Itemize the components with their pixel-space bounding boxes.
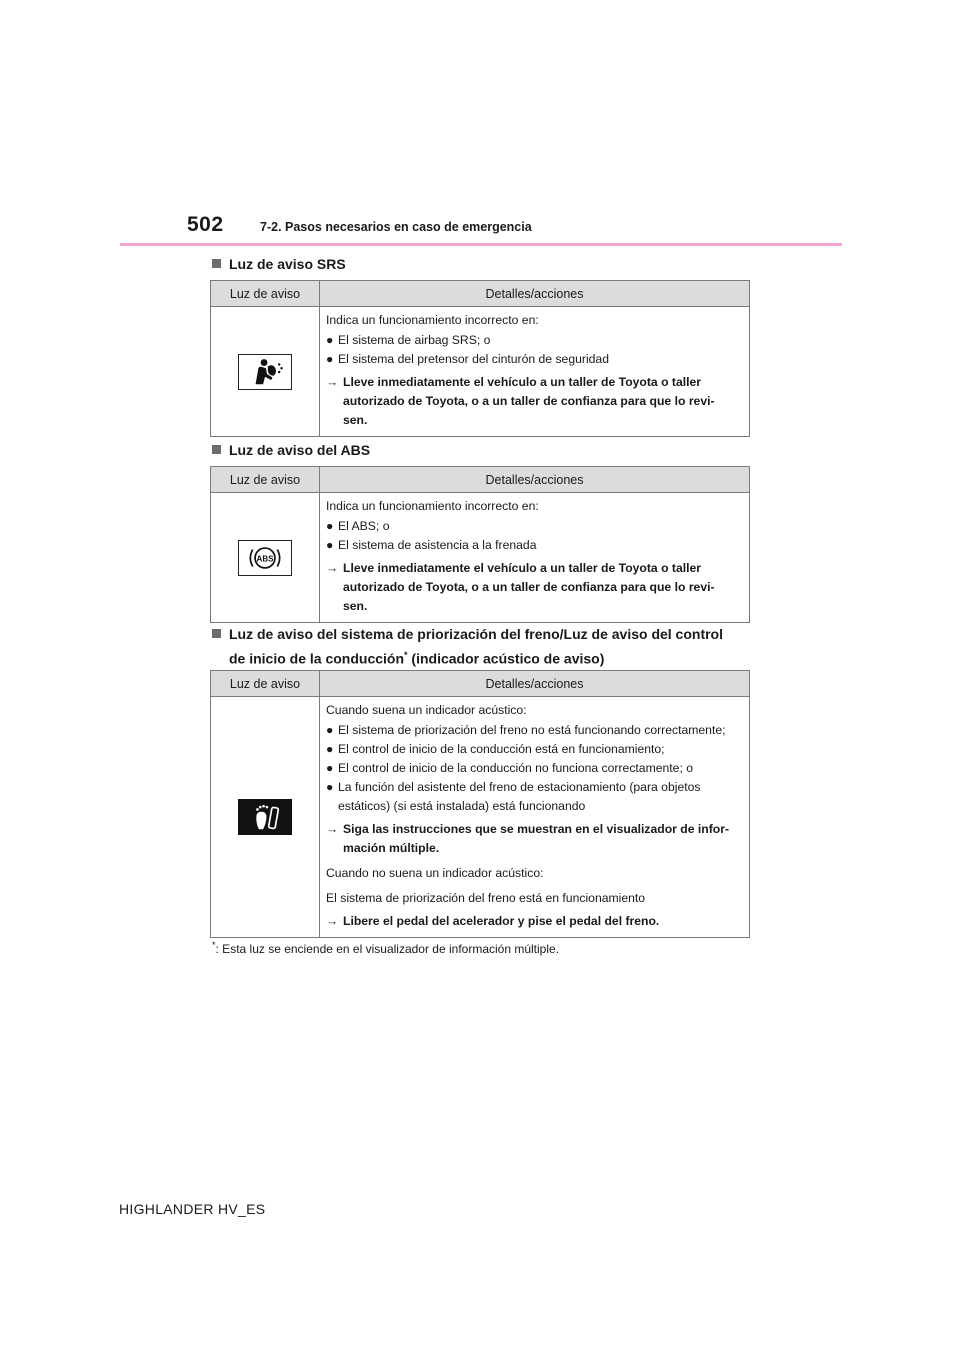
abs-warning-icon bbox=[238, 540, 292, 576]
section-heading-brake-override: Luz de aviso del sistema de priorización del freno/Luz de aviso del control de inicio de la conducción* (indicador acústico de aviso) bbox=[212, 624, 723, 670]
col-header-details: Detalles/acciones bbox=[320, 671, 750, 697]
details-cell: Cuando suena un indicador acústico: ● El sistema de priorización del freno no está funcionando correctamente; ● El control de inicio de la conducción está en funcionamiento; ● El control de inicio de la conducción no funciona correctamente; o ● La función del asistente del freno de estacionamiento (para objetos estáticos) (si está instalada) está funcionando → Siga las instrucciones que se muestran en el visualizador de infor- mación múltiple. Cuando no suena un indicador acústico: El sistema de priorización del freno está en funcionamiento → Libere el pedal del acelerador y pise el pedal del freno. bbox=[320, 697, 750, 938]
arrow-right-icon: → bbox=[326, 914, 339, 928]
section-heading-srs: Luz de aviso SRS bbox=[212, 254, 346, 275]
table-header-row bbox=[211, 467, 750, 493]
square-bullet-icon bbox=[212, 259, 221, 268]
details-cell: Indica un funcionamiento incorrecto en: ● El sistema de airbag SRS; o ● El sistema del pretensor del cinturón de seguridad → Lleve inmediatamente el vehículo a un taller de Toyota o taller autorizado de Toyota, o a un taller de confianza para que lo revi- sen. bbox=[320, 307, 750, 437]
list-item: ● El sistema de airbag SRS; o bbox=[326, 333, 491, 347]
list-item: ● La función del asistente del freno de estacionamiento (para objetos estáticos) (si está instalada) está funcionando bbox=[326, 780, 701, 813]
table-header-row bbox=[211, 281, 750, 307]
page-number: 502 bbox=[187, 213, 224, 236]
srs-warning-table bbox=[210, 280, 750, 437]
square-bullet-icon bbox=[212, 629, 221, 638]
warning-light-cell bbox=[211, 697, 320, 938]
footnote: *: Esta luz se enciende en el visualizador de información múltiple. bbox=[212, 940, 560, 956]
header-divider bbox=[120, 243, 842, 246]
brake-override-pedal-warning-icon bbox=[238, 799, 292, 835]
square-bullet-icon bbox=[212, 445, 221, 454]
footer-model-name: HIGHLANDER HV_ES bbox=[119, 1201, 266, 1217]
list-item: ● El sistema de asistencia a la frenada bbox=[326, 538, 537, 552]
table-header-row bbox=[211, 671, 750, 697]
abs-warning-table bbox=[210, 466, 750, 623]
list-item: ● El sistema de priorización del freno no está funcionando correctamente; bbox=[326, 723, 726, 737]
warning-light-cell bbox=[211, 307, 320, 437]
details-cell: Indica un funcionamiento incorrecto en: ● El ABS; o ● El sistema de asistencia a la frenada → Lleve inmediatamente el vehículo a un taller de Toyota o taller autorizado de Toyota, o a un taller de confianza para que lo revi- sen. bbox=[320, 493, 750, 623]
arrow-right-icon: → bbox=[326, 561, 339, 575]
arrow-right-icon: → bbox=[326, 375, 339, 389]
col-header-light: Luz de aviso bbox=[211, 671, 320, 697]
table-row bbox=[211, 697, 750, 938]
abs-icon-label: ABS bbox=[256, 553, 274, 563]
action-instruction: → Lleve inmediatamente el vehículo a un taller de Toyota o taller autorizado de Toyota, o a un taller de confianza para que lo revi- sen. bbox=[326, 561, 715, 613]
col-header-light: Luz de aviso bbox=[211, 467, 320, 493]
col-header-light: Luz de aviso bbox=[211, 281, 320, 307]
brake-override-warning-table bbox=[210, 670, 750, 938]
warning-light-cell bbox=[211, 493, 320, 623]
list-item: ● El ABS; o bbox=[326, 519, 390, 533]
chapter-title: 7-2. Pasos necesarios en caso de emergencia bbox=[260, 220, 532, 234]
table-row bbox=[211, 493, 750, 623]
col-header-details: Detalles/acciones bbox=[320, 281, 750, 307]
section-heading-abs: Luz de aviso del ABS bbox=[212, 440, 370, 461]
action-instruction: → Siga las instrucciones que se muestran en el visualizador de infor- mación múltiple. bbox=[326, 822, 730, 855]
col-header-details: Detalles/acciones bbox=[320, 467, 750, 493]
list-item: ● El sistema del pretensor del cinturón de seguridad bbox=[326, 352, 609, 366]
action-instruction: → Lleve inmediatamente el vehículo a un taller de Toyota o taller autorizado de Toyota, o a un taller de confianza para que lo revi- sen. bbox=[326, 375, 715, 427]
arrow-right-icon: → bbox=[326, 822, 339, 836]
list-item: ● El control de inicio de la conducción no funciona correctamente; o bbox=[326, 761, 694, 775]
list-item: ● El control de inicio de la conducción está en funcionamiento; bbox=[326, 742, 665, 756]
srs-airbag-warning-icon bbox=[238, 354, 292, 390]
table-row bbox=[211, 307, 750, 437]
action-instruction: → Libere el pedal del acelerador y pise el pedal del freno. bbox=[326, 912, 745, 931]
page-header bbox=[0, 0, 960, 250]
